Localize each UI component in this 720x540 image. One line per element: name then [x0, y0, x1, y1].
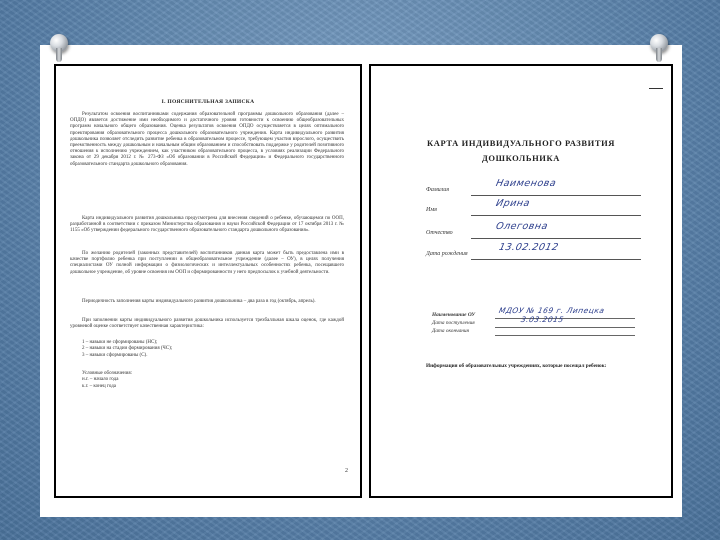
patronymic-value: Олеговна: [494, 221, 550, 232]
first-name-value: Ирина: [494, 198, 532, 209]
patronymic-label: Отчество: [426, 230, 453, 236]
development-card-cover-page: [369, 64, 673, 498]
surname-line: [471, 195, 641, 196]
first-name-label: Имя: [426, 207, 437, 213]
legend-title: Условные обозначения:: [82, 371, 133, 376]
legend-item: н.г. – начало года: [82, 377, 119, 383]
institution-name-value: МДОУ № 169 г. Липецка: [498, 306, 606, 315]
card-title-line2: ДОШКОЛЬНИКА: [481, 153, 560, 163]
scale-item: 1 – навыки не сформированы (НС);: [82, 340, 158, 345]
graduation-date-line: [495, 335, 635, 336]
first-name-line: [471, 215, 641, 216]
explanatory-note-title: I. ПОЯСНИТЕЛЬНАЯ ЗАПИСКА: [161, 99, 255, 105]
admission-date-line: [495, 327, 635, 328]
scale-item: 3 – навыки сформированы (С).: [82, 352, 148, 358]
surname-value: Наименова: [494, 178, 558, 189]
institution-name-line: [495, 318, 635, 319]
graduation-date-label: Дата окончания: [432, 328, 469, 334]
scale-item: 2 – навыки на стадии формирования (ЧС);: [82, 346, 173, 352]
pushpin-left-icon: [50, 34, 68, 52]
paragraph-portfolio: По желанию родителей (законных представителей) воспитанников данная карта может быть предоставлена ими в качестве портфолио ребенка при поступлении в общеобразовательное учреждение (далее – ОУ), в целях получения специалистами ОУ полной информации о физиологических и интеллектуальных особенностях ребенка, посещавшего дошкольное учреждение, об уровне освоения им ООП и сформированности у него предпосылок к учебной деятельности.: [70, 251, 344, 275]
page-number: 2: [345, 468, 348, 474]
paragraph-purpose: Карта индивидуального развития дошкольника предусмотрена для внесения сведений о ребенке, обучающемся по ООП, разработанной в соответствии с приказом Министерства образования и науки Российской Федерации от 17 октября 2013 г. № 1155 «Об утверждении федерального государственного образовательного стандарта дошкольного образования».: [70, 216, 344, 234]
card-title-line1: КАРТА ИНДИВИДУАЛЬНОГО РАЗВИТИЯ: [426, 138, 616, 148]
paragraph-periodicity: Периодичность заполнения карты индивидуального развития дошкольника – два раза в год (октябрь, апрель).: [82, 299, 316, 304]
admission-date-value: 3.03.2015: [520, 315, 565, 324]
institution-name-label: Наименование ОУ: [432, 312, 476, 318]
birth-date-line: [471, 259, 641, 260]
pushpin-right-icon: [650, 34, 668, 52]
paragraph-intro: Результатом освоения воспитанниками содержания образовательной программы дошкольного образования (далее – ОПДО) является достижение ими необходимого и достаточного уровня готовности к освоению общеобразовательных программ начального общего образования. Оценка результатов освоения ОПДО осуществляется в целях оптимального проектирования образовательного процесса дошкольного образовательного учреждения. Карта индивидуального развития дошкольника позволяет отследить развитие ребенка в образовательном процессе, требующем участия взрослого, осуществить преемственность между дошкольным и начальным общим образованием и способствовать поддержке у родителей позитивного отношения к исполнению учреждением, как участником образовательного процесса, в условиях реализации Федерального закона от 29 декабря 2012 г. № 273-ФЗ «Об образовании в Российской Федерации» и Федерального государственного образовательного стандарта дошкольного образования.: [70, 112, 344, 167]
patronymic-line: [471, 238, 641, 239]
scale-list: [82, 340, 332, 359]
legend-list: [82, 371, 332, 390]
institutions-info-title: Информация об образовательных учреждениях, которые посещал ребенок:: [426, 363, 607, 369]
birth-date-value: 13.02.2012: [497, 242, 560, 253]
legend-item: к.г. – конец года: [82, 383, 116, 389]
explanatory-note-page: [54, 64, 362, 498]
admission-date-label: Дата поступления: [432, 320, 475, 326]
birth-date-label: Дата рождения: [426, 251, 468, 257]
surname-label: Фамилия: [426, 187, 450, 193]
paragraph-scale: При заполнении карты индивидуального развития дошкольника используется трехбалльная шкала оценок, где каждой уровневой оценке соответствует качественная характеристика:: [70, 318, 344, 330]
corner-dash: [649, 88, 663, 89]
